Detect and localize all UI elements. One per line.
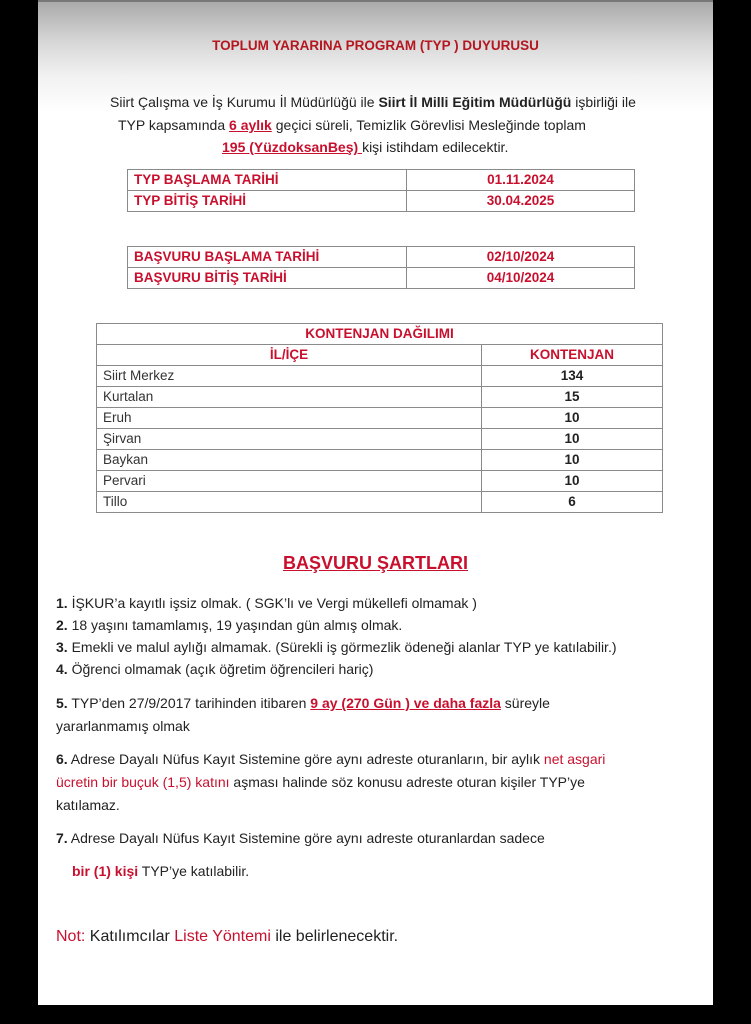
intro-text: geçici süreli, Temizlik Görevlisi Mesleğinde toplam [271,117,586,133]
application-dates-table [127,246,635,289]
method-highlight: Liste Yöntemi [174,928,271,945]
application-start-value: 02/10/2024 [407,247,635,268]
district-name: Şirvan [97,429,482,450]
quota-value: 6 [482,492,663,513]
table-row [97,429,663,450]
quota-value: 10 [482,429,663,450]
item-number: 1. [56,595,68,611]
quota-value: 10 [482,450,663,471]
item-text: yararlanmamış olmak [56,718,190,734]
institution-name: Siirt İl Milli Eğitim Müdürlüğü [378,94,572,110]
district-name: Kurtalan [97,387,482,408]
item-number: 4. [56,661,68,677]
item-text: Öğrenci olmamak (açık öğretim öğrencileri hariç) [67,661,374,677]
headcount-highlight: 195 (YüzdoksanBeş) [222,139,363,155]
item-text: 18 yaşını tamamlamış, 19 yaşından gün almış olmak. [67,617,403,633]
duration-limit-highlight: 9 ay (270 Gün ) ve daha fazla [310,695,501,711]
one-person-highlight: bir (1) kişi [72,863,139,879]
table-row [97,366,663,387]
application-start-label: BAŞVURU BAŞLAMA TARİHİ [128,247,407,268]
requirement-item-3 [56,639,617,655]
footnote [56,928,398,946]
district-name: Baykan [97,450,482,471]
district-name: Eruh [97,408,482,429]
typ-dates-table [127,169,635,212]
intro-text: TYP kapsamında [118,117,230,133]
table-row [128,247,635,268]
typ-start-label: TYP BAŞLAMA TARİHİ [128,170,407,191]
requirement-item-5-cont [56,718,190,734]
item-number: 2. [56,617,68,633]
intro-text: Siirt Çalışma ve İş Kurumu İl Müdürlüğü ile [110,94,379,110]
income-limit-highlight: net asgari [543,751,606,767]
quota-value: 10 [482,471,663,492]
district-name: Pervari [97,471,482,492]
requirement-item-2 [56,617,402,633]
table-row [128,191,635,212]
quota-table-title: KONTENJAN DAĞILIMI [97,324,663,345]
note-label: Not: [56,928,86,945]
item-number: 7. [56,830,68,846]
quota-value: 10 [482,408,663,429]
item-text: aşması halinde söz konusu adreste oturan kişiler TYP’ye [229,774,585,790]
column-header-district: İL/İÇE [97,345,482,366]
table-row [97,450,663,471]
requirement-item-6 [56,751,605,767]
item-number: 5. [56,695,68,711]
requirement-item-1 [56,595,477,611]
page-title: TOPLUM YARARINA PROGRAM (TYP ) DUYURUSU [212,38,539,53]
typ-end-value: 30.04.2025 [407,191,635,212]
requirement-item-6-cont2 [56,797,120,813]
district-name: Tillo [97,492,482,513]
quota-table-header-row [97,345,663,366]
table-row [128,268,635,289]
item-text: süreyle [500,695,550,711]
application-end-value: 04/10/2024 [407,268,635,289]
requirements-title: BAŞVURU ŞARTLARI [282,553,468,573]
table-row [97,471,663,492]
item-text: Adrese Dayalı Nüfus Kayıt Sistemine göre aynı adreste oturanlardan sadece [67,830,545,846]
intro-text: kişi istihdam edilecektir. [362,139,509,155]
quota-table-title-row [97,324,663,345]
requirement-item-5 [56,695,550,711]
table-row [97,387,663,408]
item-text: Adrese Dayalı Nüfus Kayıt Sistemine göre aynı adreste oturanların, bir aylık [67,751,544,767]
intro-line-1 [110,94,636,110]
item-number: 3. [56,639,68,655]
item-text: Emekli ve malul aylığı almamak. (Sürekli iş görmezlik ödeneği alanlar TYP ye katılabilir.) [67,639,617,655]
quota-table [96,323,663,513]
intro-text: işbirliği ile [571,94,636,110]
item-number: 6. [56,751,68,767]
intro-line-3 [222,139,508,155]
application-end-label: BAŞVURU BİTİŞ TARİHİ [128,268,407,289]
item-text: TYP’den 27/9/2017 tarihinden itibaren [67,695,311,711]
typ-start-value: 01.11.2024 [407,170,635,191]
item-text: TYP’ye katılabilir. [138,863,250,879]
note-text: ile belirlenecektir. [270,928,399,945]
table-row [97,492,663,513]
intro-line-2 [118,117,586,133]
requirement-item-7 [56,830,545,846]
table-row [97,408,663,429]
district-name: Siirt Merkez [97,366,482,387]
column-header-quota: KONTENJAN [482,345,663,366]
announcement-page [38,0,713,1005]
item-text: İŞKUR’a kayıtlı işsiz olmak. ( SGK’lı ve Vergi mükellefi olmamak ) [67,595,477,611]
requirement-item-6-cont [56,774,585,790]
table-row [128,170,635,191]
quota-value: 134 [482,366,663,387]
item-text: katılamaz. [56,797,120,813]
duration-highlight: 6 aylık [229,117,272,133]
typ-end-label: TYP BİTİŞ TARİHİ [128,191,407,212]
income-limit-highlight: ücretin bir buçuk (1,5) katını [56,774,230,790]
quota-value: 15 [482,387,663,408]
requirement-item-7-cont [72,863,249,879]
requirement-item-4 [56,661,373,677]
note-text: Katılımcılar [85,928,175,945]
